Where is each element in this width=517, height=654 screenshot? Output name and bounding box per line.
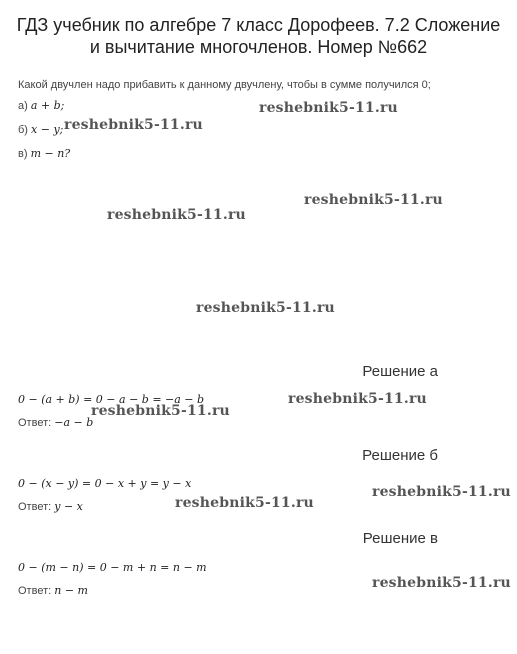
solution-c-heading: Решение в (362, 530, 438, 547)
page-title: ГДЗ учебник по алгебре 7 класс Дорофеев. 7.2 Сложение и вычитание многочленов. Номер №662 (16, 15, 501, 57)
watermark-text: reshebnik5-11.ru (259, 100, 398, 116)
watermark-text: reshebnik5-11.ru (64, 117, 203, 133)
answer-label: Ответ: (18, 585, 52, 597)
answer-label: Ответ: (18, 501, 52, 513)
watermark-text: reshebnik5-11.ru (107, 207, 246, 223)
watermark-text: reshebnik5-11.ru (175, 495, 314, 511)
answer-value: −a − b (54, 416, 94, 429)
watermark-text: reshebnik5-11.ru (372, 575, 511, 591)
solution-b-answer (18, 500, 83, 513)
solution-a-equation: 0 − (a + b) = 0 − a − b = −a − b (18, 393, 205, 406)
task-item-c (18, 147, 70, 160)
task-item-b (18, 123, 63, 136)
item-expression: a + b; (30, 99, 65, 112)
solution-a-heading: Решение а (362, 363, 438, 380)
answer-label: Ответ: (18, 417, 52, 429)
solution-c-answer (18, 584, 88, 597)
item-label: б) (18, 124, 28, 136)
item-expression: m − n? (30, 147, 71, 160)
item-expression: x − y; (31, 123, 64, 136)
watermark-text: reshebnik5-11.ru (304, 192, 443, 208)
watermark-text: reshebnik5-11.ru (196, 300, 335, 316)
task-item-a (18, 99, 64, 112)
solution-b-heading: Решение б (362, 447, 438, 464)
watermark-text: reshebnik5-11.ru (91, 403, 230, 419)
watermark-text: reshebnik5-11.ru (372, 484, 511, 500)
solution-b-equation: 0 − (x − y) = 0 − x + y = y − x (18, 477, 192, 490)
answer-value: y − x (54, 500, 83, 513)
solution-a-answer (18, 416, 93, 429)
watermark-text: reshebnik5-11.ru (288, 391, 427, 407)
answer-value: n − m (54, 584, 88, 597)
item-label: а) (18, 100, 28, 112)
task-statement: Какой двучлен надо прибавить к данному двучлену, чтобы в сумме получился 0; (18, 79, 431, 91)
item-label: в) (18, 148, 28, 160)
solution-c-equation: 0 − (m − n) = 0 − m + n = n − m (18, 561, 207, 574)
